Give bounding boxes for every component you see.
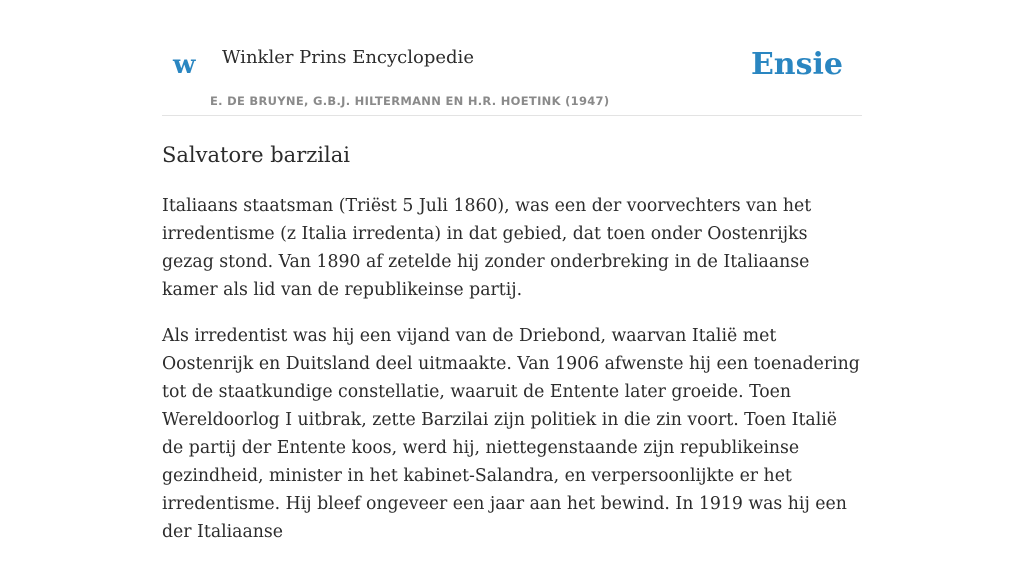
article-paragraph: Italiaans staatsman (Triëst 5 Juli 1860), was een der voorvechters van het irredentisme (z Italia irredenta) in dat gebied, dat toen onder Oostenrijks gezag stond. Van 1890 af zetelde hij zonder onderbreking in de Italiaanse kamer als lid van de republikeinse partij. <box>162 196 812 300</box>
source-header <box>162 0 862 116</box>
article-paragraph: Als irredentist was hij een vijand van de Driebond, waarvan Italië met Oostenrijk en Duitsland deel uitmaakte. Van 1906 afwenste hij een toenadering tot de staatkundige constellatie, waaruit de Entente later groeide. Toen Wereldoorlog I uitbrak, zette Barzilai zijn politiek in die zin voort. Toen Italië de partij der Entente koos, werd hij, niettegenstaande zijn republikeinse gezindheid, minister in het kabinet-Salandra, en verpersoonlijkte er het irredentisme. Hij bleef ongeveer een jaar aan het bewind. In 1919 was hij een der Italiaanse <box>162 326 860 542</box>
winkler-prins-logo[interactable]: w <box>173 50 196 80</box>
ensie-logo[interactable]: Ensie <box>750 47 843 82</box>
article-title: Salvatore barzilai <box>162 143 350 167</box>
source-title[interactable]: Winkler Prins Encyclopedie <box>222 47 474 68</box>
source-authors: E. DE BRUYNE, G.B.J. HILTERMANN EN H.R. HOETINK (1947) <box>210 94 610 108</box>
article-body <box>162 192 862 564</box>
